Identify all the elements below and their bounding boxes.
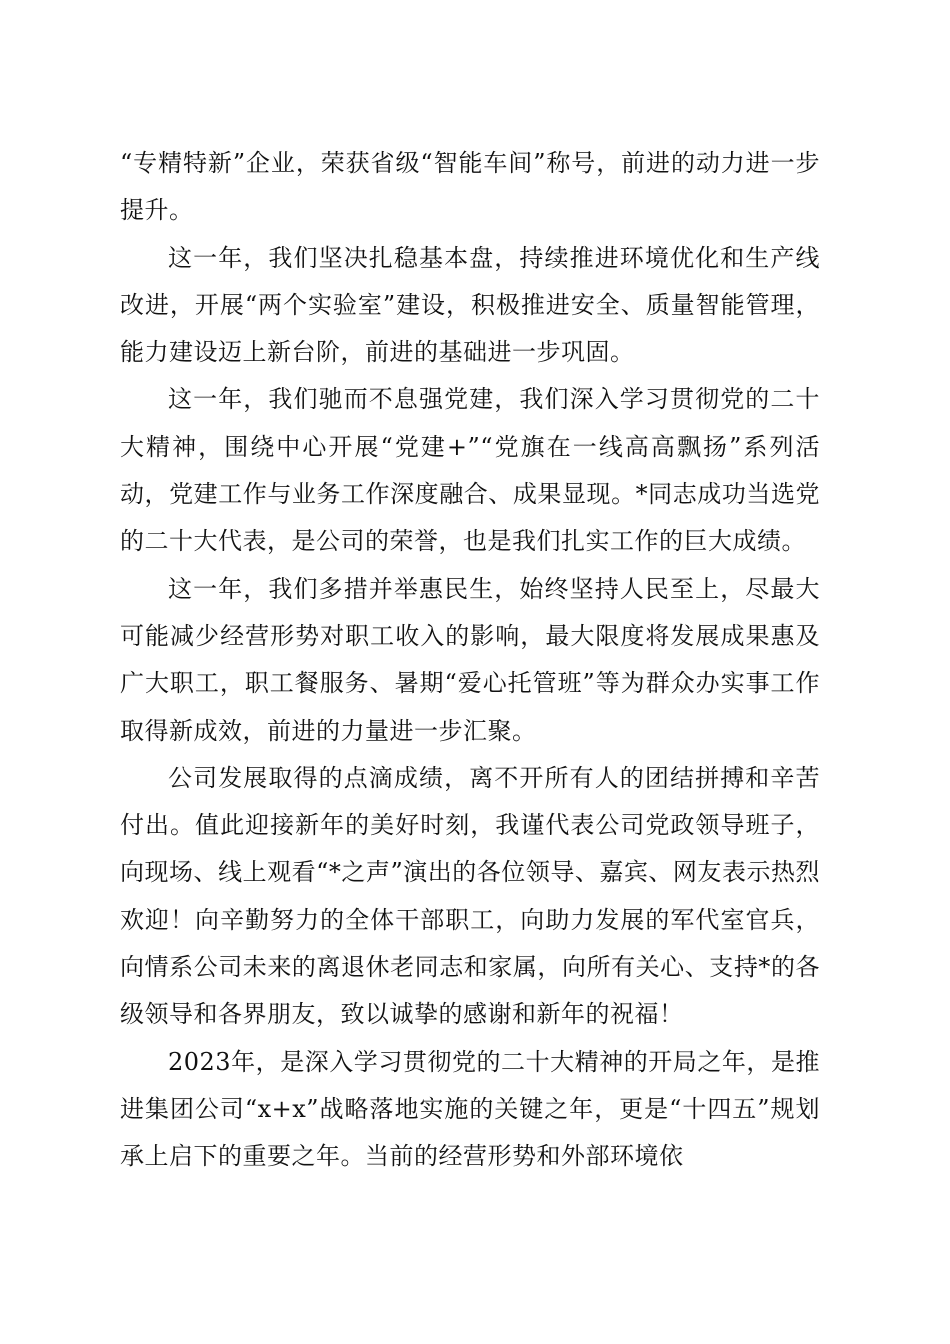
paragraph-continuation: “专精特新”企业，荣获省级“智能车间”称号，前进的动力进一步提升。 bbox=[120, 149, 820, 225]
paragraph-thanks: 公司发展取得的点滴成绩，离不开所有人的团结拼搏和辛苦付出。值此迎接新年的美好时刻，我谨代表公司党政领导班子，向现场、线上观看“*之声”演出的各位领导、嘉宾、网友表示热烈欢迎！向辛勤努力的全体干部职工，向助力发展的军代室官兵，向情系公司未来的离退休老同志和家属，向所有关心、支持*的各级领导和各界朋友，致以诚挚的感谢和新年的祝福！ bbox=[120, 763, 820, 1029]
document-body bbox=[120, 140, 820, 1181]
paragraph-2023-outlook: 2023年，是深入学习贯彻党的二十大精神的开局之年，是推进集团公司“x+x”战略落地实施的关键之年，更是“十四五”规划承上启下的重要之年。当前的经营形势和外部环境依 bbox=[120, 1047, 820, 1171]
paragraph-foundation: 这一年，我们坚决扎稳基本盘，持续推进环境优化和生产线改进，开展“两个实验室”建设，积极推进安全、质量智能管理，能力建设迈上新台阶，前进的基础进一步巩固。 bbox=[120, 243, 820, 367]
paragraph-livelihood: 这一年，我们多措并举惠民生，始终坚持人民至上，尽最大可能减少经营形势对职工收入的影响，最大限度将发展成果惠及广大职工，职工餐服务、暑期“爱心托管班”等为群众办实事工作取得新成效，前进的力量进一步汇聚。 bbox=[120, 574, 820, 745]
paragraph-party-building: 这一年，我们驰而不息强党建，我们深入学习贯彻党的二十大精神，围绕中心开展“党建+”“党旗在一线高高飘扬”系列活动，党建工作与业务工作深度融合、成果显现。*同志成功当选党的二十大代表，是公司的荣誉，也是我们扎实工作的巨大成绩。 bbox=[120, 385, 820, 556]
